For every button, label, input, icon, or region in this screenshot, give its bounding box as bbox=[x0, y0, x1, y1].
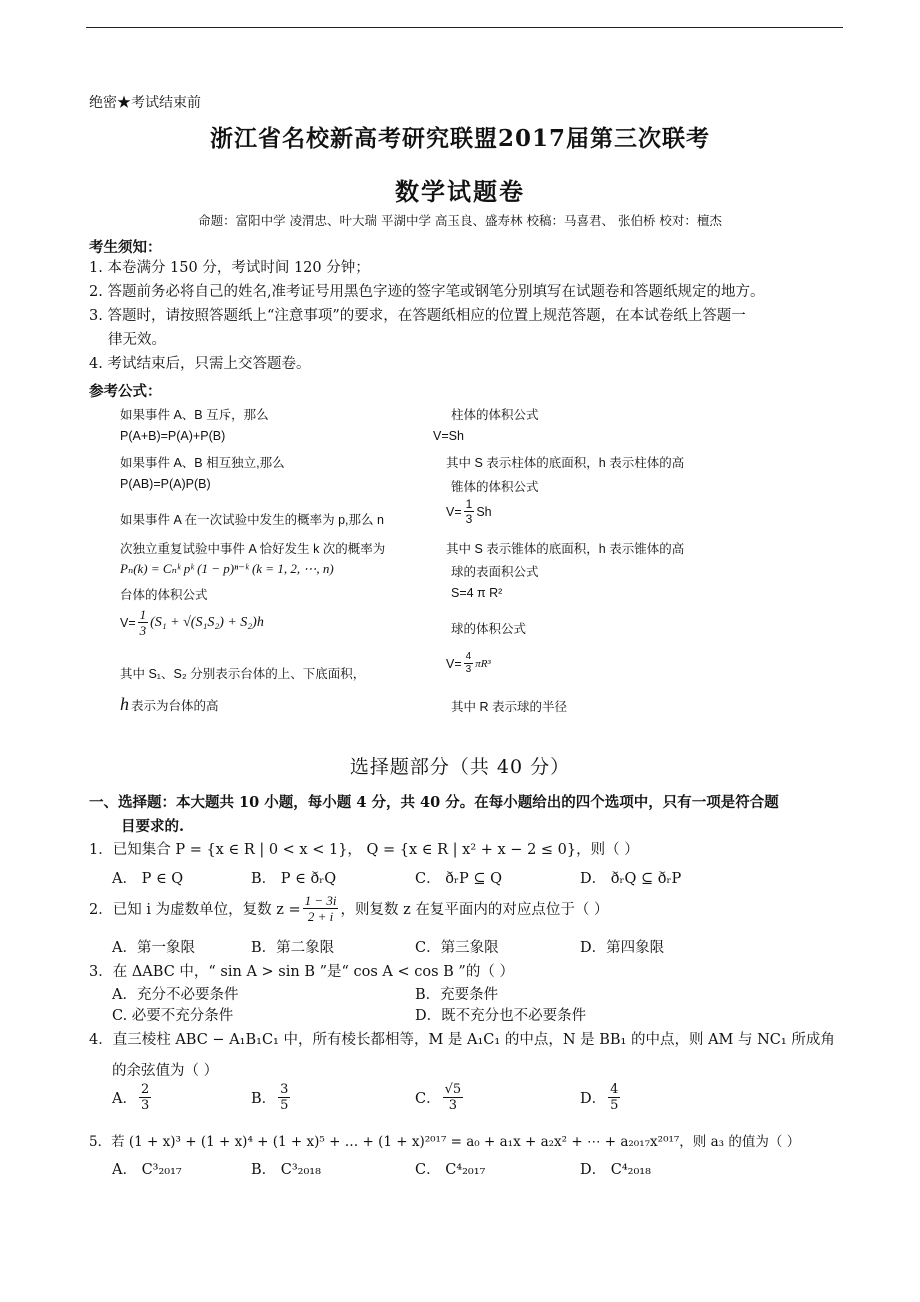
notice-item: 1. 本卷满分 150 分，考试时间 120 分钟； bbox=[89, 260, 370, 276]
question-5-stem: 5．若 (1 + x)³ + (1 + x)⁴ + (1 + x)⁵ + … + (1 + x)²⁰¹⁷ = a₀ + a₁x + a₂x² + ⋯ + a₂₀₁₇x²⁰¹⁷，则 a₃ 的值为（ ） bbox=[89, 1134, 801, 1150]
q5-option-a: A． C³₂₀₁₇ bbox=[112, 1162, 182, 1178]
notice-heading: 考生须知： bbox=[89, 239, 162, 256]
formula-right: 球的表面积公式 bbox=[451, 565, 539, 579]
q5-option-c: C． C⁴₂₀₁₇ bbox=[415, 1162, 486, 1178]
fraction bbox=[608, 1083, 620, 1112]
option-label: D． bbox=[580, 1091, 607, 1107]
cone-rest: Sh bbox=[476, 504, 492, 519]
question-1-stem: 1．已知集合 P = {x ∈ R | 0 < x < 1}， Q = {x ∈ R | x² + x − 2 ≤ 0}，则（ ） bbox=[89, 842, 639, 858]
formula-left: 如果事件 A、B 互斥，那么 bbox=[120, 408, 269, 422]
question-2-stem bbox=[89, 894, 608, 923]
denominator: 5 bbox=[610, 1098, 619, 1113]
formula-left: 其中 S₁、S₂ 分别表示台体的上、下底面积， bbox=[120, 667, 366, 681]
fraction bbox=[303, 894, 339, 923]
fraction bbox=[464, 652, 474, 675]
cone-volume-formula bbox=[446, 498, 492, 525]
formula-left: 如果事件 A 在一次试验中发生的概率为 p,那么 n bbox=[120, 513, 384, 527]
authors-line: 命题：富阳中学 凌渭忠、叶大瑞 平湖中学 高玉良、盛寿林 校稿：马喜君、 张伯桥 校对：檀杰 bbox=[198, 213, 722, 228]
fraction bbox=[278, 1083, 290, 1112]
notice-item: 4. 考试结束后，只需上交答题卷。 bbox=[89, 356, 311, 372]
denominator: 5 bbox=[280, 1098, 289, 1113]
formula-right: 锥体的体积公式 bbox=[451, 480, 539, 494]
fraction bbox=[139, 1083, 151, 1112]
numerator: 1 bbox=[465, 497, 473, 511]
section-title: 选择题部分（共 40 分） bbox=[349, 756, 571, 778]
formula-right: 其中 S 表示锥体的底面积，h 表示锥体的高 bbox=[446, 542, 685, 556]
q3-option-d: D．既不充分也不必要条件 bbox=[415, 1008, 587, 1024]
q2-stem-a: 2．已知 i 为虚数单位，复数 z = bbox=[89, 902, 301, 918]
q1-option-d: D． ðᵣQ ⊆ ðᵣP bbox=[580, 871, 682, 887]
q4-option-b bbox=[251, 1083, 292, 1112]
q4-option-a bbox=[112, 1083, 153, 1112]
sphere-rest: πR³ bbox=[475, 657, 491, 670]
formula-right: S=4 π R² bbox=[451, 586, 503, 600]
numerator: 1 − 3i bbox=[304, 893, 337, 908]
formula-right: 球的体积公式 bbox=[451, 622, 527, 636]
numerator: 4 bbox=[465, 651, 472, 662]
formula-right: 其中 S 表示柱体的底面积，h 表示柱体的高 bbox=[446, 456, 685, 470]
option-label: A． bbox=[112, 1091, 137, 1107]
q3-option-b: B．充要条件 bbox=[415, 987, 499, 1003]
fraction bbox=[443, 1083, 464, 1112]
confidential-label: 绝密★考试结束前 bbox=[89, 95, 201, 111]
section-instruction: 一、选择题：本大题共 10 小题，每小题 4 分，共 40 分。在每小题给出的四个选项中，只有一项是符合题 bbox=[89, 794, 779, 811]
q1-option-b: B． P ∈ ðᵣQ bbox=[251, 871, 337, 887]
fraction bbox=[464, 498, 475, 525]
frustum-rest: (S₁ + √(S₁S₂) + S₂)h bbox=[150, 614, 264, 630]
height-text: 表示为台体的高 bbox=[131, 699, 219, 713]
formula-left: P(A+B)=P(A)+P(B) bbox=[120, 429, 226, 443]
denominator: 3 bbox=[465, 512, 473, 526]
notice-item: 2. 答题前务必将自己的姓名,准考证号用黑色字迹的签字笔或钢笔分别填写在试题卷和答题纸规定的地方。 bbox=[89, 284, 765, 300]
formula-right: 其中 R 表示球的半径 bbox=[451, 700, 567, 714]
frustum-volume-formula bbox=[120, 608, 264, 637]
h-symbol: h bbox=[120, 694, 129, 714]
bernoulli-formula: Pₙ(k) = Cₙᵏ pᵏ (1 − p)ⁿ⁻ᵏ (k = 1, 2, ⋯, n) bbox=[120, 561, 334, 576]
q1-option-c: C． ðᵣP ⊆ Q bbox=[415, 871, 502, 887]
cone-prefix: V= bbox=[446, 504, 462, 519]
numerator: 4 bbox=[610, 1082, 619, 1097]
q3-option-a: A．充分不必要条件 bbox=[112, 987, 239, 1003]
notice-item: 律无效。 bbox=[108, 332, 166, 348]
formula-right: V=Sh bbox=[433, 429, 464, 443]
question-4-stem: 4．直三棱柱 ABC − A₁B₁C₁ 中，所有棱长都相等，M 是 A₁C₁ 的中点，N 是 BB₁ 的中点，则 AM 与 NC₁ 所成角 bbox=[89, 1032, 835, 1048]
sphere-volume-formula bbox=[446, 652, 491, 675]
q2-stem-b: ，则复数 z 在复平面内的对应点位于（ ） bbox=[340, 902, 609, 918]
notice-item: 3. 答题时，请按照答题纸上“注意事项”的要求，在答题纸相应的位置上规范答题，在本试卷纸上答题一 bbox=[89, 308, 746, 324]
section-instruction: 目要求的. bbox=[121, 818, 185, 835]
top-rule bbox=[86, 27, 843, 28]
numerator: √5 bbox=[444, 1082, 462, 1097]
formula-left: 次独立重复试验中事件 A 恰好发生 k 次的概率为 bbox=[120, 542, 386, 556]
height-note bbox=[120, 694, 219, 715]
denominator: 3 bbox=[139, 623, 147, 638]
option-label: B． bbox=[251, 1091, 277, 1107]
denominator: 3 bbox=[140, 1098, 150, 1113]
q4-option-d bbox=[580, 1083, 622, 1112]
denominator: 2 + i bbox=[307, 909, 334, 924]
formula-left: 如果事件 A、B 相互独立,那么 bbox=[120, 456, 285, 470]
q2-option-b: B．第二象限 bbox=[251, 940, 335, 956]
q2-option-d: D．第四象限 bbox=[580, 940, 665, 956]
question-3-stem: 3．在 ΔABC 中，“ sin A > sin B ”是“ cos A < cos B ”的（ ） bbox=[89, 964, 514, 980]
question-4-stem-cont: 的余弦值为（ ） bbox=[112, 1063, 219, 1079]
sphere-prefix: V= bbox=[446, 656, 462, 671]
numerator: 3 bbox=[280, 1082, 289, 1097]
denominator: 3 bbox=[465, 664, 472, 675]
q4-option-c bbox=[415, 1083, 465, 1112]
formulas-heading: 参考公式： bbox=[89, 383, 162, 400]
exam-title: 浙江省名校新高考研究联盟2017届第三次联考 bbox=[209, 125, 710, 152]
option-label: C． bbox=[415, 1091, 441, 1107]
q2-option-c: C．第三象限 bbox=[415, 940, 499, 956]
exam-subtitle: 数学试题卷 bbox=[395, 177, 525, 206]
q3-option-c: C. 必要不充分条件 bbox=[112, 1008, 234, 1024]
fraction bbox=[138, 608, 149, 637]
formula-left: 台体的体积公式 bbox=[120, 588, 208, 602]
formula-right: 柱体的体积公式 bbox=[451, 408, 539, 422]
q5-option-b: B． C³₂₀₁₈ bbox=[251, 1162, 321, 1178]
frustum-prefix: V= bbox=[120, 615, 136, 630]
denominator: 3 bbox=[448, 1098, 458, 1113]
numerator: 1 bbox=[139, 607, 147, 622]
q2-option-a: A．第一象限 bbox=[112, 940, 195, 956]
q5-option-d: D． C⁴₂₀₁₈ bbox=[580, 1162, 651, 1178]
numerator: 2 bbox=[140, 1082, 150, 1097]
formula-left: P(AB)=P(A)P(B) bbox=[120, 477, 211, 491]
q1-option-a: A． P ∈ Q bbox=[112, 871, 184, 887]
